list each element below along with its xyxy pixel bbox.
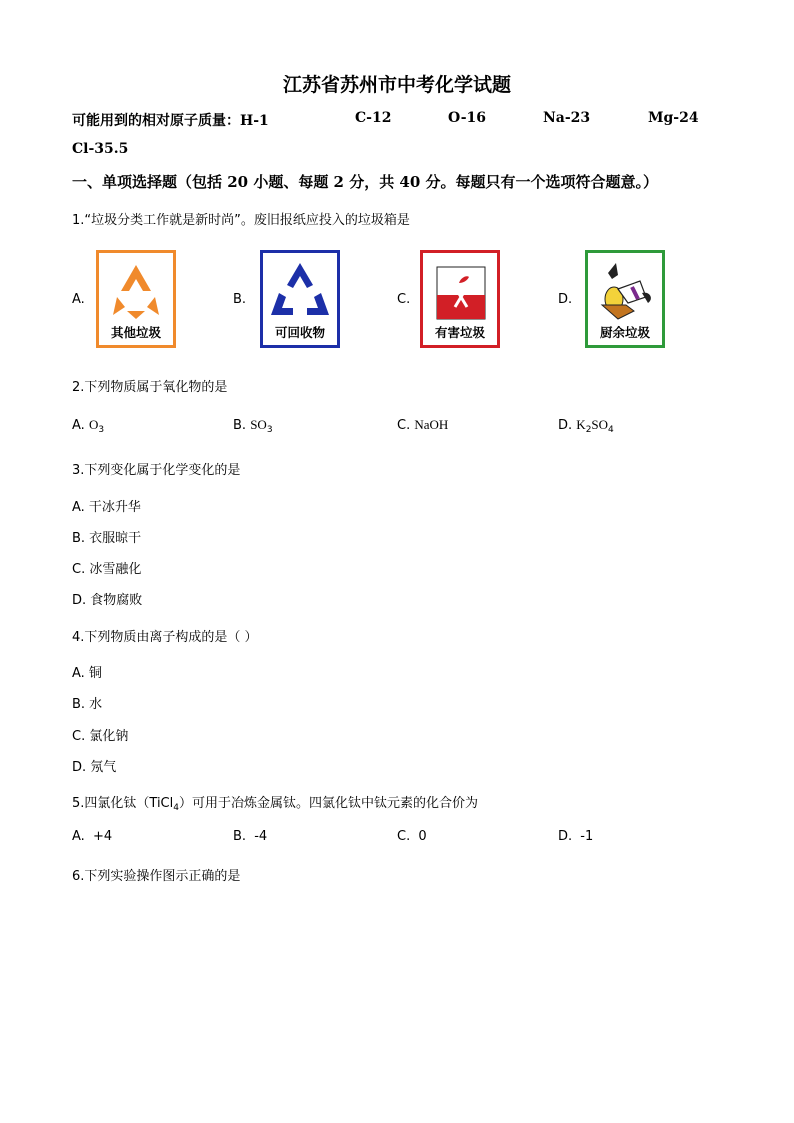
- q5-option-d-letter: D.: [558, 829, 573, 844]
- q5-option-a-letter: A.: [72, 829, 85, 844]
- atomic-mass-c: C-12: [355, 110, 392, 126]
- q3-option-a: A. 干冰升华: [72, 500, 141, 515]
- q5-option-a-value: +4: [92, 829, 113, 844]
- food-waste-bin: [585, 250, 665, 348]
- q1-option-a-letter: A.: [72, 292, 85, 307]
- q5-option-b-letter: B.: [233, 829, 247, 844]
- q2-option-d-rest: SO: [591, 417, 609, 432]
- q3-option-d: D. 食物腐败: [72, 593, 143, 608]
- q1-option-b-letter: B.: [233, 292, 247, 307]
- q5-option-b: [233, 829, 267, 844]
- question-5-stem: [72, 792, 478, 813]
- atomic-mass-mg: Mg-24: [648, 110, 699, 126]
- q1-option-c-letter: C.: [397, 292, 411, 307]
- q4-option-b: B. 水: [72, 697, 103, 712]
- q5-option-a: [72, 829, 112, 844]
- q2-option-d-sub2: 4: [608, 425, 614, 435]
- q2-option-b-sub: 3: [266, 425, 273, 435]
- other-waste-bin: [96, 250, 176, 348]
- q5-option-c: [397, 829, 427, 844]
- q5-option-b-value: -4: [254, 829, 268, 844]
- section-heading: 一、单项选择题（包括 20 小题、每题 2 分，共 40 分。每题只有一个选项符合题意。）: [72, 173, 659, 191]
- q2-option-d-letter: D.: [558, 418, 573, 433]
- recyclable-label: 可回收物: [274, 325, 325, 340]
- atomic-mass-o: O-16: [448, 110, 487, 126]
- q2-option-d-sub: 2: [585, 425, 592, 435]
- q1-option-d-letter: D.: [558, 292, 573, 307]
- question-4-stem: 4.下列物质由离子构成的是（ ）: [72, 630, 258, 645]
- hazardous-waste-label: 有害垃圾: [434, 325, 485, 340]
- q2-option-a-sub: 3: [98, 425, 105, 435]
- page-title: 江苏省苏州市中考化学试题: [282, 74, 511, 96]
- atomic-mass-cl: Cl-35.5: [72, 141, 129, 157]
- q2-option-b-letter: B.: [233, 418, 247, 433]
- q2-option-d-formula: K: [576, 417, 586, 432]
- q2-option-b-formula: SO: [250, 417, 267, 432]
- q2-option-c-letter: C.: [397, 418, 411, 433]
- q4-option-d: D. 氖气: [72, 760, 117, 775]
- q4-option-c: C. 氯化钠: [72, 729, 129, 744]
- q5-stem-sub: 4: [173, 803, 179, 813]
- atomic-mass-na: Na-23: [543, 110, 591, 126]
- q2-option-a-letter: A.: [72, 418, 85, 433]
- q3-option-b: B. 衣服晾干: [72, 531, 142, 546]
- q2-option-c: [397, 417, 448, 433]
- hazardous-waste-bin: [420, 250, 500, 348]
- q5-stem-part2: ）可用于冶炼金属钛。四氯化钛中钛元素的化合价为: [178, 796, 478, 811]
- atomic-mass-label: 可能用到的相对原子质量：H-1: [72, 113, 269, 129]
- question-6-stem: 6.下列实验操作图示正确的是: [72, 869, 241, 884]
- q2-option-a-formula: O: [88, 417, 99, 432]
- question-2-stem: 2.下列物质属于氧化物的是: [72, 380, 228, 395]
- q2-option-d: [558, 417, 614, 435]
- q4-option-a: A. 铜: [72, 666, 102, 681]
- recyclable-bin: [260, 250, 340, 348]
- q5-option-c-letter: C.: [397, 829, 411, 844]
- question-3-stem: 3.下列变化属于化学变化的是: [72, 463, 241, 478]
- other-waste-label: 其他垃圾: [110, 325, 161, 340]
- food-waste-label: 厨余垃圾: [599, 325, 650, 340]
- q5-option-c-value: 0: [418, 829, 427, 844]
- q2-option-a: [72, 417, 104, 435]
- q2-option-c-formula: NaOH: [414, 417, 449, 432]
- q2-option-b: [233, 417, 273, 435]
- q5-stem-part1: 5.四氯化钛（TiCl: [72, 796, 174, 811]
- q5-option-d: [558, 829, 593, 844]
- q3-option-c: C. 冰雪融化: [72, 562, 142, 577]
- question-1-stem: 1.“垃圾分类工作就是新时尚”。废旧报纸应投入的垃圾箱是: [72, 213, 410, 228]
- q5-option-d-value: -1: [580, 829, 594, 844]
